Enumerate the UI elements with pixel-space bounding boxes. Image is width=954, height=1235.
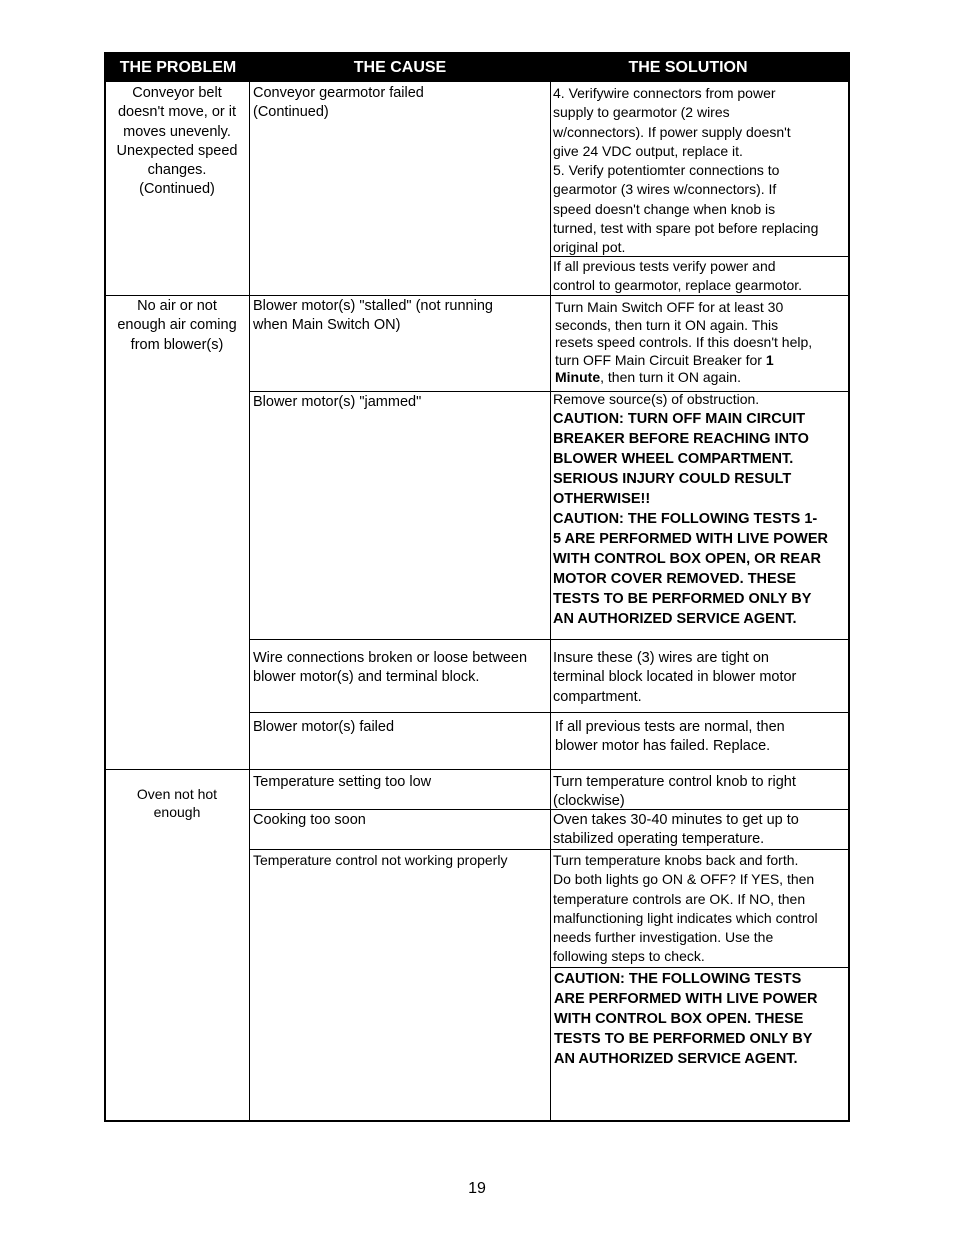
- solution-cell: Turn temperature control knob to right (clockwise): [553, 774, 796, 810]
- solution-cell: If all previous tests are normal, then blower motor has failed. Replace.: [555, 719, 785, 755]
- cause-cell: Temperature control not working properly: [253, 852, 508, 868]
- cause-cell: Blower motor(s) "jammed": [253, 394, 422, 410]
- solution-cell: If all previous tests verify power and control to gearmotor, replace gearmotor.: [553, 258, 803, 294]
- page-number: 19: [468, 1180, 486, 1197]
- solution-cell: Remove source(s) of obstruction.: [553, 391, 760, 407]
- cause-cell: Conveyor gearmotor failed (Continued): [253, 85, 424, 121]
- header-solution: THE SOLUTION: [628, 59, 748, 76]
- header-cause: THE CAUSE: [353, 59, 447, 76]
- header-problem: THE PROBLEM: [119, 59, 237, 76]
- solution-text: , then turn it ON again.: [600, 369, 741, 385]
- subrow-divider: [550, 967, 848, 968]
- column-divider: [249, 82, 250, 1122]
- cause-cell: Blower motor(s) failed: [253, 719, 395, 735]
- solution-cell: [555, 299, 848, 387]
- solution-cell: Turn temperature knobs back and forth. Do both lights go ON & OFF? If YES, then temperature controls are OK. If NO, then malfunctioning light indicates which control needs further investigation. Use the following steps to check.: [553, 852, 818, 965]
- cause-cell: Temperature setting too low: [253, 774, 432, 790]
- problem-cell: Conveyor belt doesn't move, or it moves unevenly. Unexpected speed changes. (Continued): [116, 85, 238, 198]
- cause-cell: Blower motor(s) "stalled" (not running when Main Switch ON): [253, 298, 493, 334]
- troubleshooting-table: [104, 52, 850, 1122]
- solution-text: Turn Main Switch OFF for at least 30 seconds, then turn it ON again. This resets speed controls. If this doesn't help, turn OFF Main Circuit Breaker for: [555, 299, 813, 368]
- solution-cell: Insure these (3) wires are tight on terminal block located in blower motor compartment.: [553, 650, 797, 705]
- column-divider: [550, 82, 551, 1122]
- problem-cell: No air or not enough air coming from blower(s): [117, 298, 237, 353]
- subrow-divider: [250, 712, 848, 713]
- subrow-divider: [250, 639, 848, 640]
- solution-cell: Oven takes 30-40 minutes to get up to stabilized operating temperature.: [553, 812, 799, 848]
- solution-cell: 4. Verifywire connectors from power supply to gearmotor (2 wires w/connectors). If power supply doesn't give 24 VDC output, replace it. 5. Verify potentiomter connections to gearmotor (3 wires w/connectors). If speed doesn't change when knob is turned, test with spare pot before replacing original pot.: [553, 85, 819, 256]
- problem-cell: Oven not hot enough: [136, 786, 218, 820]
- caution-text: CAUTION: THE FOLLOWING TESTS 1- 5 ARE PERFORMED WITH LIVE POWER WITH CONTROL BOX OPEN, OR REAR MOTOR COVER REMOVED. THESE TESTS TO BE PERFORMED ONLY BY AN AUTHORIZED SERVICE AGENT.: [553, 511, 828, 627]
- caution-text: CAUTION: THE FOLLOWING TESTS ARE PERFORMED WITH LIVE POWER WITH CONTROL BOX OPEN. THESE TESTS TO BE PERFORMED ONLY BY AN AUTHORIZED SERVICE AGENT.: [554, 971, 818, 1067]
- row-divider: [106, 769, 848, 770]
- solution-emphasis: 1 Minute: [555, 351, 774, 385]
- cause-cell: Wire connections broken or loose between blower motor(s) and terminal block.: [253, 650, 528, 686]
- caution-text: CAUTION: TURN OFF MAIN CIRCUIT BREAKER BEFORE REACHING INTO BLOWER WHEEL COMPARTMENT. SERIOUS INJURY COULD RESULT OTHERWISE!!: [553, 411, 809, 507]
- table-header: [106, 54, 848, 82]
- cause-cell: Cooking too soon: [253, 812, 366, 828]
